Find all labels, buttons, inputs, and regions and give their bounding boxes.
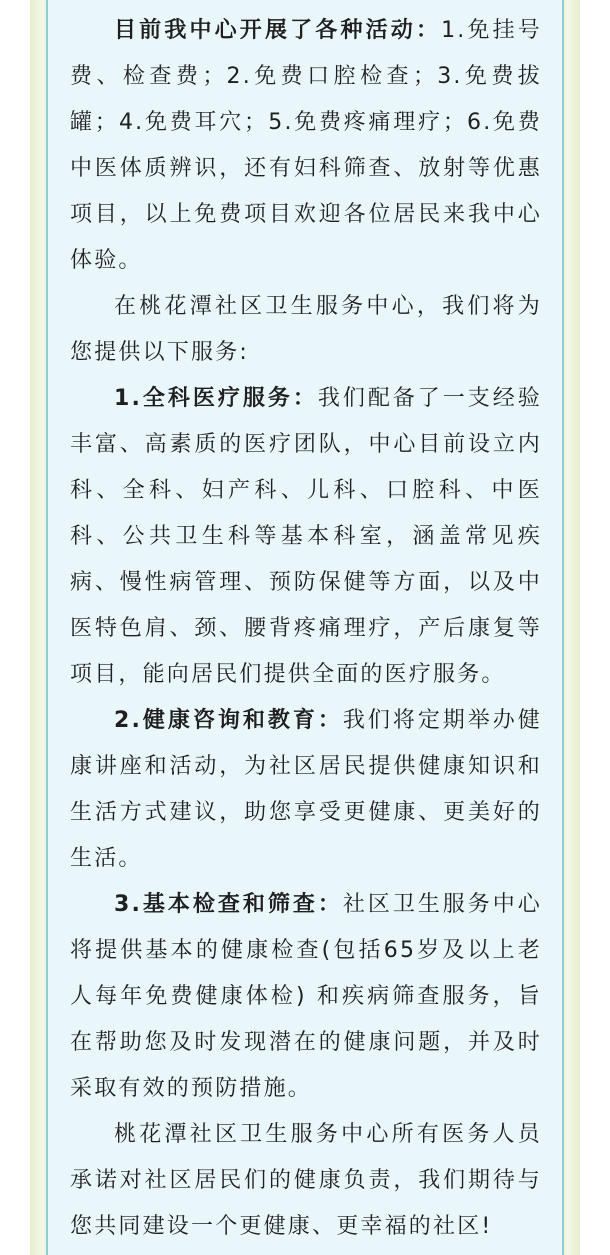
paragraph-health-education [70,698,542,882]
paragraph-services-intro [70,284,542,376]
article-body [70,8,542,1250]
paragraph-text: 1.免挂号费、检查费；2.免费口腔检查；3.免费拔罐；4.免费耳穴；5.免费疼痛理疗；6.免费中医体质辨识，还有妇科筛查、放射等优惠项目，以上免费项目欢迎各位居民来我中心体验。 [70,18,542,273]
paragraph-lead: 1.全科医疗服务： [114,386,318,411]
paragraph-text: 社区卫生服务中心将提供基本的健康检查(包括65岁及以上老人每年免费健康体检) 和疾病筛查服务，旨在帮助您及时发现潜在的健康问题，并及时采取有效的预防措施。 [70,892,542,1101]
paragraph-text: 我们配备了一支经验丰富、高素质的医疗团队，中心目前设立内科、全科、妇产科、儿科、口腔科、中医科、公共卫生科等基本科室，涵盖常见疾病、慢性病管理、预防保健等方面，以及中医特色肩、颈、腰背疼痛理疗，产后康复等项目，能向居民们提供全面的医疗服务。 [70,386,542,687]
paragraph-checkup-screening [70,882,542,1112]
paragraph-text: 桃花潭社区卫生服务中心所有医务人员承诺对社区居民们的健康负责，我们期待与您共同建设一个更健康、更幸福的社区! [70,1122,542,1239]
paragraph-lead: 2.健康咨询和教育： [114,708,343,733]
paragraph-general-medical [70,376,542,698]
paragraph-lead: 目前我中心开展了各种活动： [114,18,442,43]
paragraph-text: 在桃花潭社区卫生服务中心，我们将为您提供以下服务: [70,294,542,365]
paragraph-closing [70,1112,542,1250]
paragraph-text: 我们将定期举办健康讲座和活动，为社区居民提供健康知识和生活方式建议，助您享受更健康、更美好的生活。 [70,708,542,871]
article-panel [46,0,564,1255]
paragraph-activities [70,8,542,284]
paragraph-lead: 3.基本检查和筛查： [114,892,343,917]
